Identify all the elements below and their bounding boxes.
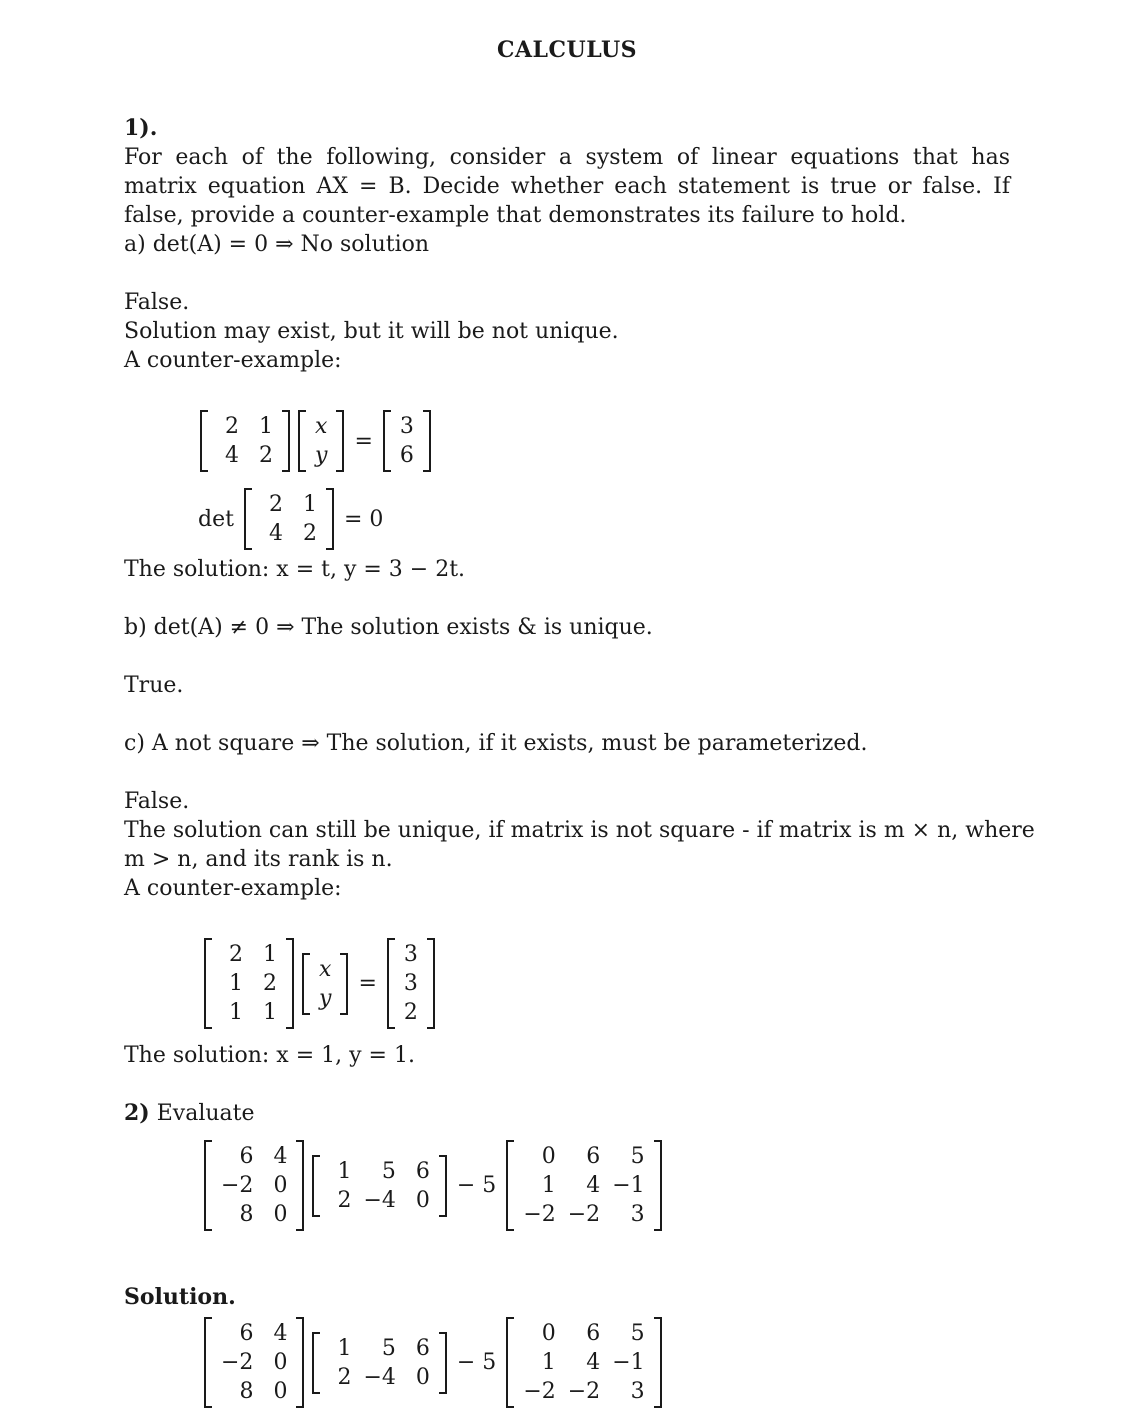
question-2-label: 2): [124, 1100, 150, 1126]
det-label: det: [198, 506, 234, 532]
matrix-m3: 0 6 5 1 4 −1 −2 −2 3: [506, 1140, 661, 1231]
part-c-matrix-equation: [200, 938, 439, 1029]
part-c-verdict: False.: [124, 789, 190, 814]
det-matrix: 2 1 4 2: [244, 488, 334, 550]
equals-sign: =: [358, 971, 377, 996]
question-1-intro: For each of the following, consider a system of linear equations that has matrix equation AX = B. Decide whether each statement is true or false. If false, provide a counter-example that demonstrates its failure to hold.: [124, 145, 1010, 228]
matrix-m1: 6 4 −2 0 8 0: [204, 1317, 304, 1408]
part-a-solution: The solution: x = t, y = 3 − 2t.: [124, 557, 466, 582]
vector-b: 3 3 2: [387, 938, 435, 1029]
question-2-text: Evaluate: [149, 1101, 255, 1126]
solution-expression: [200, 1317, 666, 1408]
matrix-a-3x2: 2 1 1 2 1 1: [204, 938, 294, 1029]
solution-label: Solution.: [124, 1284, 236, 1310]
vector-b: 3 6: [383, 410, 431, 472]
matrix-m1: 6 4 −2 0 8 0: [204, 1140, 304, 1231]
matrix-a: 2 1 4 2: [200, 410, 290, 472]
part-c-explanation-line1: The solution can still be unique, if matrix is not square - if matrix is m × n, where: [124, 818, 1035, 843]
matrix-m3: 0 6 5 1 4 −1 −2 −2 3: [506, 1317, 661, 1408]
matrix-m2: 1 5 6 2 −4 0: [312, 1332, 446, 1394]
equals-sign: =: [354, 428, 373, 454]
matrix-m2: 1 5 6 2 −4 0: [312, 1155, 446, 1217]
part-a-matrix-equation: [196, 410, 435, 472]
part-c-statement: c) A not square ⇒ The solution, if it exists, must be parameterized.: [124, 731, 868, 756]
part-a-counter-label: A counter-example:: [124, 348, 342, 373]
question-2-expression: [200, 1140, 666, 1231]
page-title: CALCULUS: [496, 37, 638, 63]
part-c-explanation-line2: m > n, and its rank is n.: [124, 847, 393, 872]
part-a-explanation: Solution may exist, but it will be not unique.: [124, 319, 619, 344]
part-a-determinant: [196, 488, 389, 550]
part-c-counter-label: A counter-example:: [124, 876, 342, 901]
question-1-label: 1).: [124, 115, 158, 141]
part-b-verdict: True.: [124, 673, 184, 698]
part-a-verdict: False.: [124, 290, 190, 315]
minus-five: − 5: [456, 1173, 497, 1198]
det-rhs: = 0: [343, 506, 384, 532]
minus-five: − 5: [456, 1350, 497, 1375]
vector-x: x y: [302, 953, 348, 1015]
question-2-heading: [124, 1099, 255, 1128]
part-c-solution: The solution: x = 1, y = 1.: [124, 1043, 415, 1068]
vector-x: x y: [298, 410, 344, 472]
part-a-statement: a) det(A) = 0 ⇒ No solution: [124, 232, 430, 257]
part-b-statement: b) det(A) ≠ 0 ⇒ The solution exists & is unique.: [124, 615, 653, 640]
